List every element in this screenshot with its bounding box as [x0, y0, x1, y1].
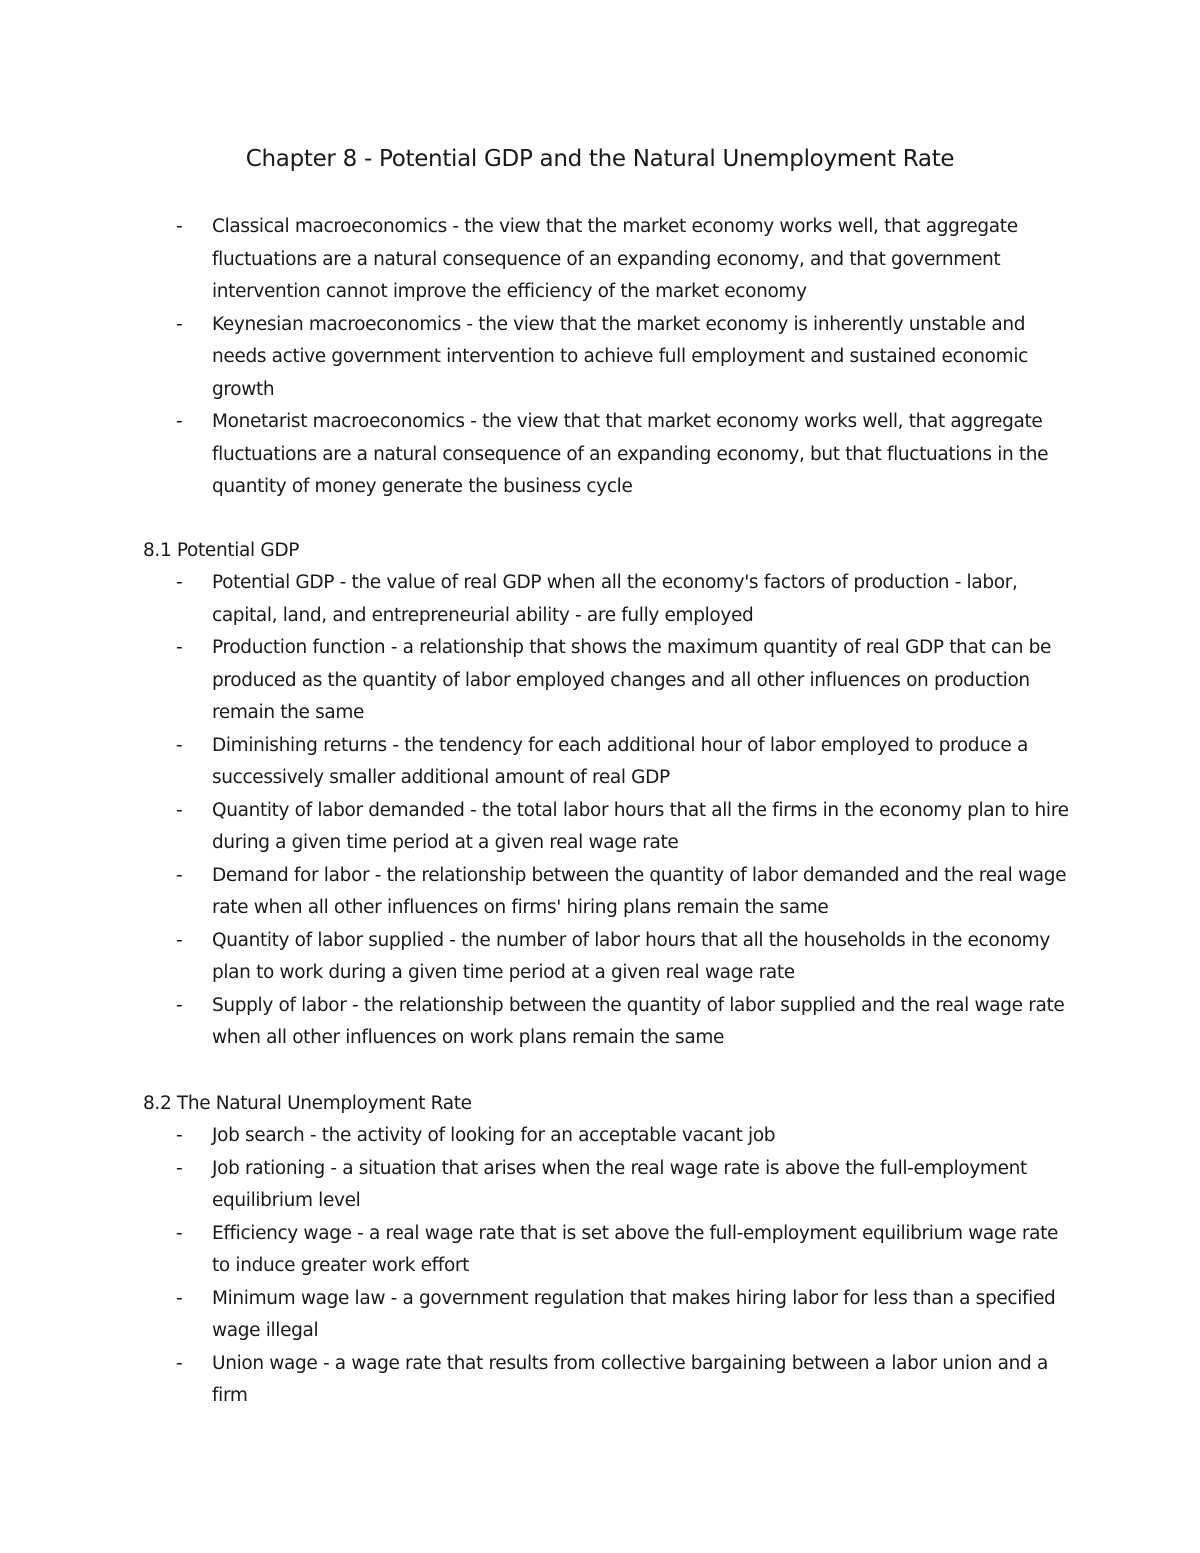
list-item: [0, 1283, 1200, 1348]
bullet-dash-icon: -: [176, 313, 183, 335]
definition-text: Union wage - a wage rate that results from collective bargaining between a labor union and a firm: [212, 1352, 1048, 1406]
section-8-2-definition-list: [0, 1120, 1200, 1413]
bullet-dash-icon: -: [176, 637, 183, 658]
definition-text: Minimum wage law - a government regulation that makes hiring labor for less than a specified wage illegal: [212, 1287, 1056, 1341]
section-heading-8-1: 8.1 Potential GDP: [143, 540, 300, 561]
definition-text: Quantity of labor supplied - the number of labor hours that all the households in the economy plan to work during a given time period at a given real wage rate: [212, 929, 1050, 983]
intro-definition-list: [0, 211, 1200, 504]
section-heading-8-2: 8.2 The Natural Unemployment Rate: [143, 1093, 472, 1114]
bullet-dash-icon: -: [176, 1125, 183, 1146]
list-item: [0, 309, 1200, 407]
definition-text: Job rationing - a situation that arises when the real wage rate is above the full-employment equilibrium level: [212, 1157, 1027, 1211]
list-item: [0, 1218, 1200, 1283]
bullet-dash-icon: -: [176, 1287, 183, 1309]
list-item: [0, 730, 1200, 795]
list-item: [0, 1348, 1200, 1413]
definition-text: Supply of labor - the relationship between the quantity of labor supplied and the real wage rate when all other influences on work plans remain the same: [212, 994, 1065, 1048]
bullet-dash-icon: -: [176, 411, 183, 432]
definition-text: Keynesian macroeconomics - the view that the market economy is inherently unstable and needs active government intervention to achieve full employment and sustained economic growth: [212, 313, 1028, 400]
bullet-dash-icon: -: [176, 1352, 183, 1374]
list-item: [0, 860, 1200, 925]
definition-text: Classical macroeconomics - the view that the market economy works well, that aggregate fluctuations are a natural consequence of an expanding economy, and that government intervention cannot improve the efficiency of the market economy: [212, 216, 1018, 302]
definition-text: Monetarist macroeconomics - the view that that market economy works well, that aggregate fluctuations are a natural consequence of an expanding economy, but that fluctuations in the quantity of money generate the business cycle: [212, 411, 1049, 497]
bullet-dash-icon: -: [176, 216, 183, 237]
definition-text: Job search - the activity of looking for an acceptable vacant job: [212, 1125, 776, 1146]
definition-text: Efficiency wage - a real wage rate that is set above the full-employment equilibrium wage rate to induce greater work effort: [212, 1222, 1059, 1276]
list-item: [0, 567, 1200, 632]
list-item: [0, 990, 1200, 1055]
list-item: [0, 211, 1200, 309]
definition-text: Potential GDP - the value of real GDP when all the economy's factors of production - labor, capital, land, and entrepreneurial ability - are fully employed: [212, 572, 1018, 626]
bullet-dash-icon: -: [176, 1157, 183, 1179]
bullet-dash-icon: -: [176, 994, 183, 1016]
section-8-1-definition-list: [0, 567, 1200, 1055]
list-item: [0, 795, 1200, 860]
bullet-dash-icon: -: [176, 572, 183, 593]
list-item: [0, 1120, 1200, 1153]
bullet-dash-icon: -: [176, 864, 183, 886]
page-title: Chapter 8 - Potential GDP and the Natural Unemployment Rate: [245, 146, 955, 172]
definition-text: Quantity of labor demanded - the total labor hours that all the firms in the economy plan to hire during a given time period at a given real wage rate: [212, 799, 1069, 853]
bullet-dash-icon: -: [176, 1222, 183, 1244]
list-item: [0, 925, 1200, 990]
definition-text: Production function - a relationship that shows the maximum quantity of real GDP that can be produced as the quantity of labor employed changes and all other influences on production remain the same: [212, 637, 1052, 723]
bullet-dash-icon: -: [176, 734, 183, 756]
list-item: [0, 406, 1200, 504]
definition-text: Diminishing returns - the tendency for each additional hour of labor employed to produce a successively smaller additional amount of real GDP: [212, 734, 1028, 788]
bullet-dash-icon: -: [176, 929, 183, 951]
list-item: [0, 632, 1200, 730]
definition-text: Demand for labor - the relationship between the quantity of labor demanded and the real wage rate when all other influences on firms' hiring plans remain the same: [212, 864, 1067, 918]
bullet-dash-icon: -: [176, 799, 183, 821]
list-item: [0, 1153, 1200, 1218]
